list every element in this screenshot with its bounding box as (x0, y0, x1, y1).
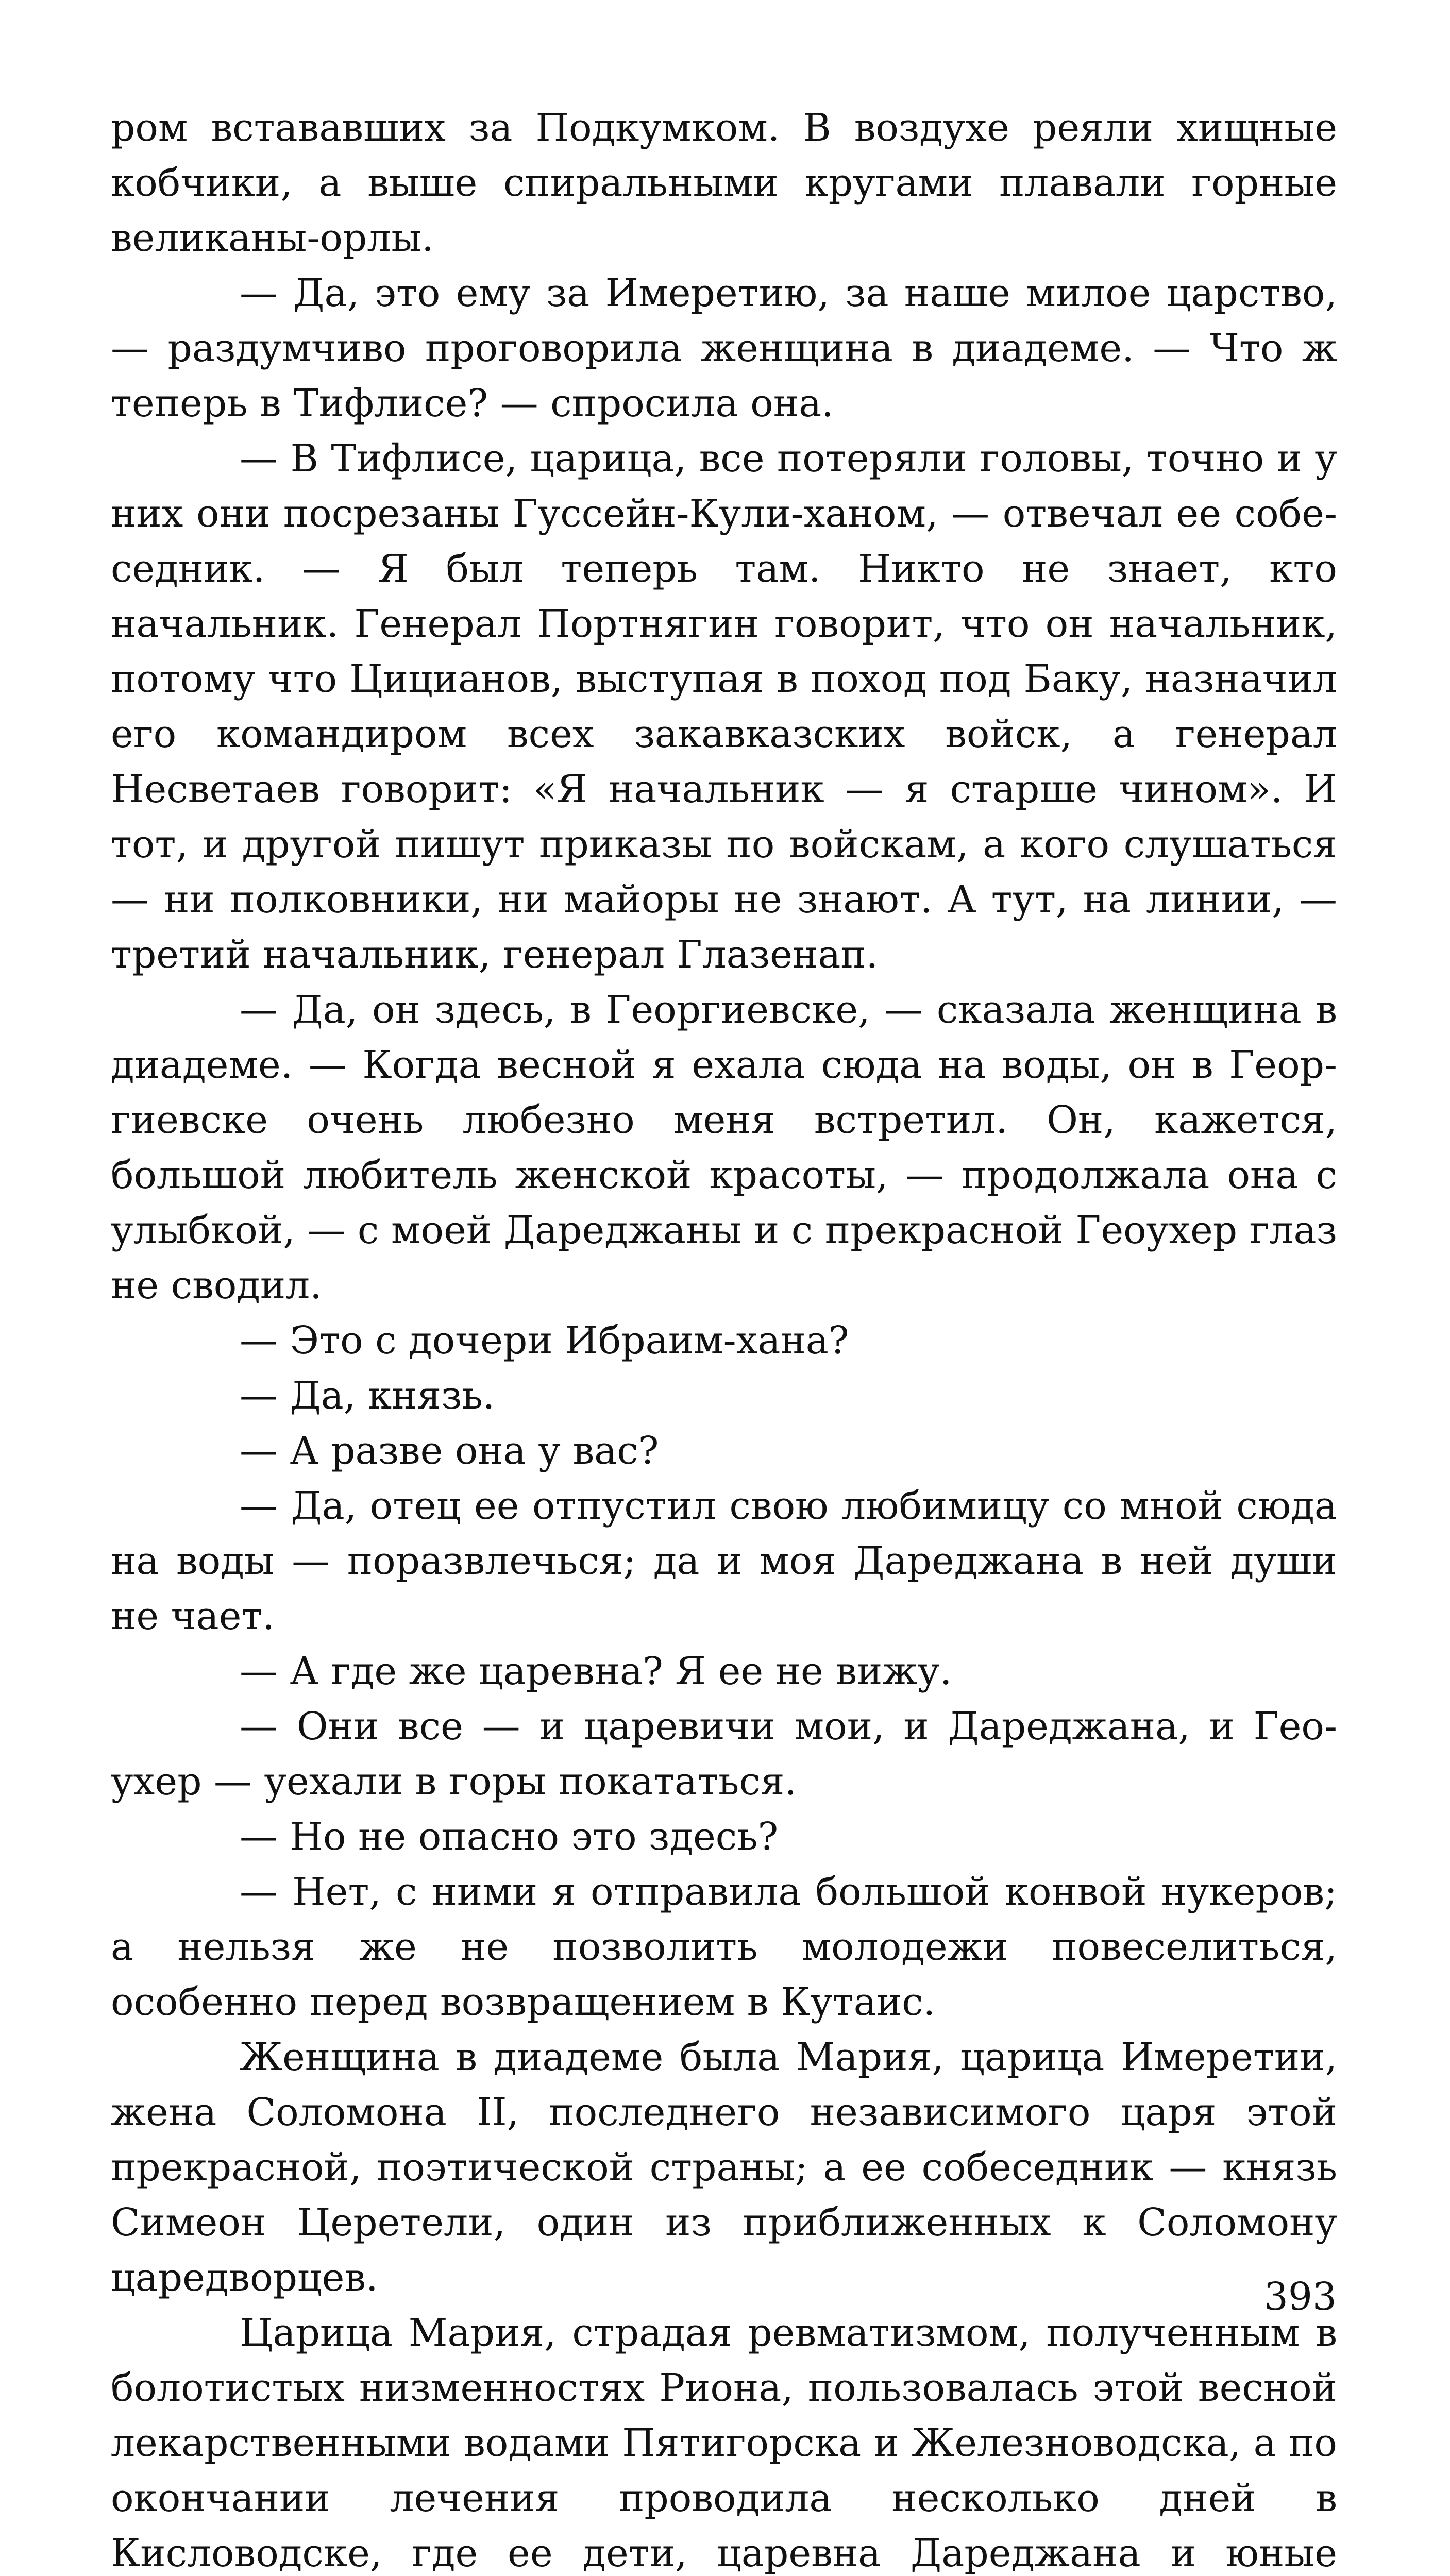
paragraph-13: Женщина в диадеме была Мария, царица Имеретии, жена Соломона II, последнего независимого царя этой прекрасной, поэтической страны; а ее собеседник — князь Симеон Церетели, один из приближенных к Соломону царедворцев. (111, 2035, 1337, 2300)
paragraph-14: Царица Мария, страдая ревматизмом, полученным в болотистых низменностях Риона, пользовалась этой весной лекарственными водами Пятигорска и Железноводска, а по окончании лечения проводила несколько дней в Кисловодске, где ее дети, царевна Дареджана и юные (111, 2311, 1337, 2575)
paragraph-3: — В Тифлисе, царица, все потеряли головы, точно и у них они посрезаны Гуссейн-Кули-ханом, — отвечал ее собеседник. — Я был теперь там. Никто не знает, кто начальник. Генерал Портнягин говорит, что он начальник, потому что Цицианов, выступая в поход под Баку, назначил его командиром всех закавказских войск, а генерал Несветаев говорит: «Я начальник — я старше чином». И тот, и другой пишут приказы по войскам, а кого слушаться — ни полковники, ни майоры не знают. А тут, на линии, — третий начальник, генерал Глазенап. (111, 436, 1337, 977)
book-page (111, 100, 1337, 2576)
paragraph-8: — Да, отец ее отпустил свою любимицу со мной сюда на воды — поразвлечься; да и моя Дареджана в ней души не чает. (111, 1484, 1337, 1638)
paragraph-9: — А где же царевна? Я ее не вижу. (240, 1649, 952, 1693)
paragraph-5: — Это с дочери Ибраим-хана? (240, 1318, 849, 1363)
page-number: 393 (1263, 2275, 1337, 2319)
paragraph-10: — Они все — и царевичи мои, и Дареджана, и Геоухер — уехали в горы покататься. (111, 1704, 1337, 1804)
paragraph-1: ром вставaвших за Подкумком. В воздухе реяли хищные кобчики, а выше спиральными кругами плавали горные великаны-орлы. (111, 106, 1337, 260)
paragraph-7: — А разве она у вас? (240, 1429, 659, 1473)
paragraph-12: — Нет, с ними я отправила большой конвой нукеров; а нельзя же не позволить молодежи повеселиться, особенно перед возвращением в Кутаис. (111, 1870, 1337, 2024)
paragraph-2: — Да, это ему за Имеретию, за наше милое царство, — раздумчиво проговорила женщина в диадеме. — Что ж теперь в Тифлисе? — спросила она. (111, 271, 1337, 426)
paragraph-4: — Да, он здесь, в Георгиевске, — сказала женщина в диадеме. — Когда весной я ехала сюда на воды, он в Георгиевске очень любезно меня встретил. Он, кажется, большой любитель женской красоты, — продолжала она с улыбкой, — с моей Дареджаны и с прекрасной Геоухер глаз не сводил. (111, 988, 1337, 1308)
paragraph-11: — Но не опасно это здесь? (240, 1815, 779, 1859)
paragraph-6: — Да, князь. (240, 1374, 495, 1418)
